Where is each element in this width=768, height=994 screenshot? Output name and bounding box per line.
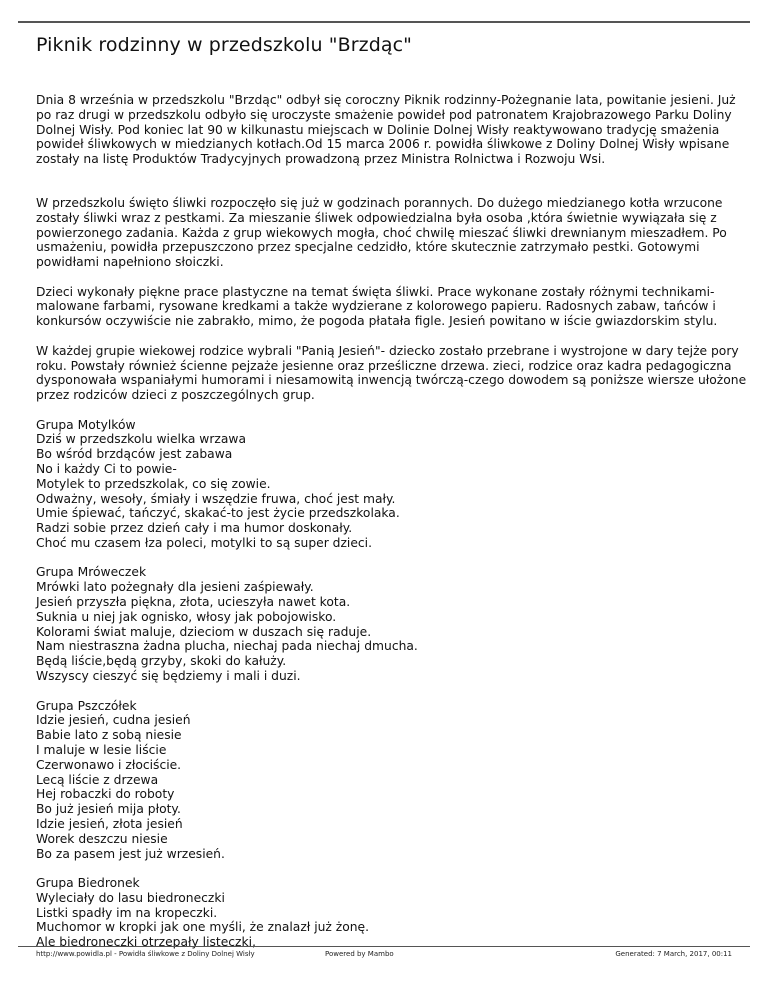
poem-line: Suknia u niej jak ognisko, włosy jak pobojowisko. xyxy=(36,609,337,624)
paragraph-intro: Dnia 8 września w przedszkolu "Brzdąc" odbył się coroczny Piknik rodzinny-Pożegnanie lata, powitanie jesieni. Już po raz drugi w przedszkolu odbyło się uroczyste smażenie powideł pod patronatem Krajobrazowego Parku Doliny Dolnej Wisły. Pod koniec lat 90 w kilkunastu miejscach w Dolinie Dolnej Wisły reaktywowano tradycję smażenia powideł śliwkowych w miedzianych kotłach.Od 15 marca 2006 r. powidła śliwkowe z Doliny Dolnej Wisły wpisane zostały na listę Produktów Tradycyjnych prowadzoną przez Ministra Rolnictwa i Rozwoju Wsi. xyxy=(36,93,736,167)
article-body xyxy=(36,93,748,965)
poem-line: Hej robaczki do roboty xyxy=(36,787,175,802)
poem-line: Bo już jesień mija płoty. xyxy=(36,802,181,817)
poem-line: Kolorami świat maluje, dzieciom w duszach się raduje. xyxy=(36,624,372,639)
poem-line: Bo wśród brzdąców jest zabawa xyxy=(36,447,233,462)
poem-line: Choć mu czasem łza poleci, motylki to są super dzieci. xyxy=(36,535,372,550)
poem-line: Lecą liście z drzewa xyxy=(36,772,159,787)
poem-pszczolki xyxy=(36,699,748,862)
article-title: Piknik rodzinny w przedszkolu "Brzdąc" xyxy=(36,34,412,56)
poem-line: Jesień przyszła piękna, złota, ucieszyła nawet kota. xyxy=(36,595,351,610)
poem-biedronki xyxy=(36,876,748,950)
paragraph-morning: W przedszkolu święto śliwki rozpoczęło się już w godzinach porannych. Do dużego miedzianego kotła wrzucone zostały śliwki wraz z pestkami. Za mieszanie śliwek odpowiedzialna była osoba ,która świetnie wywiązała się z powierzonego zadania. Każda z grup wiekowych mogła, choć chwilę mieszać śliwki drewnianym mieszadłem. Po usmażeniu, powidła przepuszczono przez specjalne cedzidło, które skutecznie zatrzymało pestki. Gotowymi powidłami napełniono słoiczki. xyxy=(36,195,727,270)
poem-line: Odważny, wesoły, śmiały i wszędzie fruwa, choć jest mały. xyxy=(36,491,396,506)
footer-powered-by: Powered by Mambo xyxy=(325,950,394,958)
poem-line: Dziś w przedszkolu wielka wrzawa xyxy=(36,432,246,447)
poem-line: No i każdy Ci to powie- xyxy=(36,462,177,476)
poem-line: Listki spadły im na kropeczki. xyxy=(36,905,218,920)
poem-line: Babie lato z sobą niesie xyxy=(36,728,182,743)
poem-line: I maluje w lesie liście xyxy=(36,742,167,757)
poem-line: Wszyscy cieszyć się będziemy i mali i duzi. xyxy=(36,669,301,684)
poem-group-title: Grupa Biedronek xyxy=(36,875,140,890)
poem-line: Czerwonawo i złociście. xyxy=(36,757,182,772)
poem-line: Nam niestraszna żadna plucha, niechaj pada niechaj dmucha. xyxy=(36,639,418,654)
footer-generated-date: Generated: 7 March, 2017, 00:11 xyxy=(615,950,732,958)
footer-site-url: http://www.powidla.pl - Powidła śliwkowe z Doliny Dolnej Wisły xyxy=(36,950,255,958)
poem-line: Worek deszczu niesie xyxy=(36,831,168,846)
poem-line: Radzi sobie przez dzień cały i ma humor doskonały. xyxy=(36,521,353,536)
poem-line: Wyleciały do lasu biedroneczki xyxy=(36,890,225,905)
poem-group-title: Grupa Pszczółek xyxy=(36,698,137,713)
paragraph-art: Dzieci wykonały piękne prace plastyczne na temat święta śliwki. Prace wykonane zostały różnymi technikami-malowane farbami, rysowane kredkami a także wydzierane z kolorowego papieru. Radosnych zabaw, tańców i konkursów oczywiście nie zabrakło, mimo, że pogoda płatała figle. Jesień powitano w iście gwiazdorskim stylu. xyxy=(36,284,718,329)
poem-line: Mrówki lato pożegnały dla jesieni zaśpiewały. xyxy=(36,580,314,595)
poem-line: Ale biedroneczki otrzepały listeczki, xyxy=(36,935,256,950)
poem-group-title: Grupa Mróweczek xyxy=(36,565,147,580)
top-divider xyxy=(18,21,750,23)
poem-line: Bo za pasem jest już wrzesień. xyxy=(36,846,225,861)
poem-motylki xyxy=(36,418,748,551)
poem-line: Motylek to przedszkolak, co się zowie. xyxy=(36,476,271,491)
poem-line: Idzie jesień, cudna jesień xyxy=(36,713,191,728)
paragraph-autumn-lady: W każdej grupie wiekowej rodzice wybrali "Panią Jesień"- dziecko zostało przebrane i wystrojone w dary tejże pory roku. Powstały również ścienne pejzaże jesienne oraz prześliczne drzewa. zieci, rodzice oraz kadra pedagogiczna dysponowała wspaniałymi humorami i niesamowitą inwencją twórczą-czego dowodem są poniższe wiersze ułożone przez rodziców dzieci z poszczególnych grup. xyxy=(36,343,747,403)
poem-line: Muchomor w kropki jak one myśli, że znalazł już żonę. xyxy=(36,920,370,935)
poem-line: Umie śpiewać, tańczyć, skakać-to jest życie przedszkolaka. xyxy=(36,506,400,521)
footer-divider xyxy=(18,946,750,947)
poem-line: Będą liście,będą grzyby, skoki do kałuży. xyxy=(36,654,287,669)
poem-group-title: Grupa Motylków xyxy=(36,417,136,432)
poem-line: Idzie jesień, złota jesień xyxy=(36,816,183,831)
poem-mroweczki xyxy=(36,565,748,683)
